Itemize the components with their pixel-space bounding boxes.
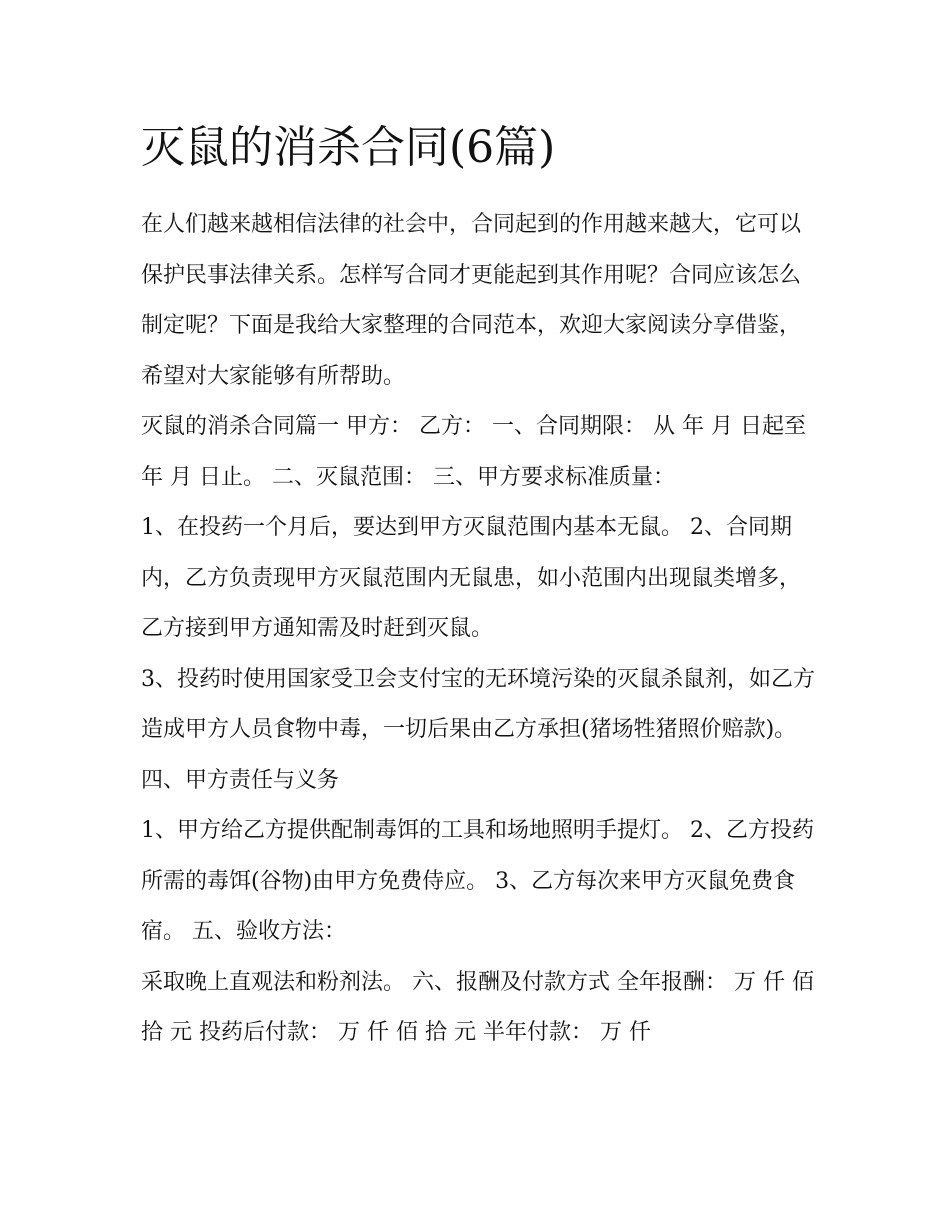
paragraph-payment: 采取晚上直观法和粉剂法。 六、报酬及付款方式 全年报酬： 万 仟 佰 拾 元 投药后付款： 万 仟 佰 拾 元 半年付款： 万 仟 — [141, 969, 814, 1045]
paragraph-intro: 在人们越来越相信法律的社会中，合同起到的作用越来越大，它可以保护民事法律关系。怎样写合同才更能起到其作用呢？合同应该怎么制定呢？下面是我给大家整理的合同范本，欢迎大家阅读分享借鉴，希望对大家能够有所帮助。 — [141, 212, 802, 389]
paragraph-quality-1-2: 1、在投药一个月后，要达到甲方灭鼠范围内基本无鼠。 2、合同期内，乙方负责现甲方灭鼠范围内无鼠患，如小范围内出现鼠类增多，乙方接到甲方通知需及时赶到灭鼠。 — [141, 515, 802, 641]
document-body — [141, 118, 821, 1059]
paragraph-contract-header: 灭鼠的消杀合同篇一 甲方： 乙方： 一、合同期限： 从 年 月 日起至 年 月 日止。 二、灭鼠范围： 三、甲方要求标准质量： — [141, 414, 806, 490]
paragraph-party-a-duties: 1、甲方给乙方提供配制毒饵的工具和场地照明手提灯。 2、乙方投药所需的毒饵(谷物)由甲方免费侍应。 3、乙方每次来甲方灭鼠免费食宿。 五、验收方法： — [141, 818, 814, 944]
paragraph-quality-3: 3、投药时使用国家受卫会支付宝的无环境污染的灭鼠杀鼠剂，如乙方造成甲方人员食物中毒，一切后果由乙方承担(猪场牲猪照价赔款)。 四、甲方责任与义务 — [141, 666, 815, 793]
document-title: 灭鼠的消杀合同(6篇) — [141, 122, 556, 173]
